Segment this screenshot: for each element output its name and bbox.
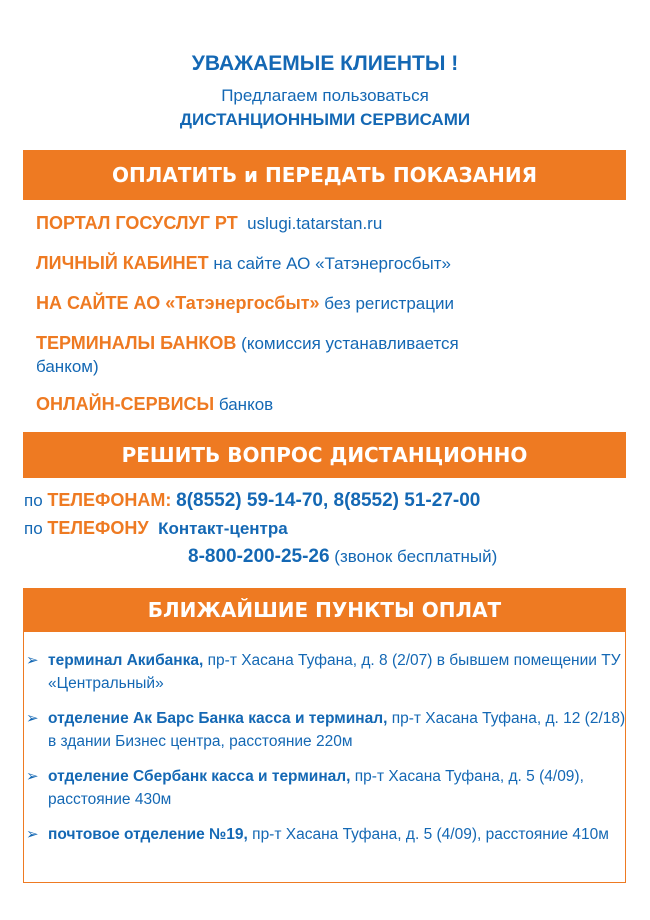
list-item [26, 765, 626, 811]
pay-option-portal [36, 213, 382, 234]
pay-option-text: (комиссия устанавливается [241, 334, 459, 353]
phones-key: ТЕЛЕФОНАМ: [47, 490, 172, 510]
point-name: терминал Акибанка, [48, 652, 204, 669]
list-item [26, 707, 626, 753]
pay-option-text: банков [218, 395, 274, 414]
page-title: УВАЖАЕМЫЕ КЛИЕНТЫ ! [191, 52, 459, 75]
point-address: пр-т Хасана Туфана, д. 12 (2/18) в здании Бизнес центра, расстояние 220м [48, 710, 626, 750]
arrow-bullet-icon: ➢ [26, 652, 39, 669]
pay-option-text: без регистрации [324, 294, 454, 313]
pay-option-key: ПОРТАЛ ГОСУСЛУГ РТ [36, 213, 238, 233]
contact-center-label: Контакт-центра [158, 519, 288, 538]
phone-key: ТЕЛЕФОНУ [47, 518, 149, 538]
pay-option-key: ОНЛАЙН-СЕРВИСЫ [36, 394, 215, 414]
pay-option-key: ЛИЧНЫЙ КАБИНЕТ [36, 253, 209, 273]
arrow-bullet-icon: ➢ [26, 710, 39, 727]
list-item [26, 649, 626, 695]
arrow-bullet-icon: ➢ [26, 768, 39, 785]
phones-numbers[interactable]: 8(8552) 59-14-70, 8(8552) 51-27-00 [176, 490, 481, 511]
point-name: отделение Сбербанк касса и терминал, [48, 768, 351, 785]
point-address: пр-т Хасана Туфана, д. 5 (4/09), расстояние 430м [48, 768, 584, 808]
point-name: отделение Ак Барс Банка касса и терминал, [48, 710, 388, 727]
pay-option-online [36, 394, 273, 415]
pay-option-key: ТЕРМИНАЛЫ БАНКОВ [36, 333, 237, 353]
list-item [26, 823, 626, 846]
phones-prefix: по [24, 491, 43, 510]
section-points-header: БЛИЖАЙШИЕ ПУНКТЫ ОПЛАТ [23, 588, 626, 632]
page-subtitle-bold: ДИСТАНЦИОННЫМИ СЕРВИСАМИ [179, 110, 471, 129]
arrow-bullet-icon: ➢ [26, 826, 39, 843]
pay-option-site [36, 293, 454, 314]
point-address: пр-т Хасана Туфана, д. 8 (2/07) в бывшем помещении ТУ «Центральный» [48, 652, 621, 692]
pay-option-terminals [36, 333, 459, 354]
pay-option-text: на сайте АО «Татэнергосбыт» [213, 254, 451, 273]
page-subtitle: Предлагаем пользоваться [221, 86, 429, 105]
phone-prefix: по [24, 519, 43, 538]
phones-line [24, 490, 480, 512]
hotline-line [188, 546, 497, 568]
pay-option-cabinet [36, 253, 451, 274]
pay-option-key: НА САЙТЕ АО «Татэнергосбыт» [36, 293, 320, 313]
section-remote-header: РЕШИТЬ ВОПРОС ДИСТАНЦИОННО [23, 432, 626, 478]
pay-option-terminals-cont: банком) [36, 357, 99, 376]
section-pay-header: ОПЛАТИТЬ и ПЕРЕДАТЬ ПОКАЗАНИЯ [23, 150, 626, 200]
hotline-number[interactable]: 8-800-200-25-26 [188, 546, 330, 567]
contact-center-line [24, 518, 288, 539]
pay-option-text[interactable]: uslugi.tatarstan.ru [247, 214, 383, 233]
hotline-note: (звонок бесплатный) [334, 547, 498, 566]
point-address: пр-т Хасана Туфана, д. 5 (4/09), расстояние 410м [252, 826, 609, 843]
point-name: почтовое отделение №19, [48, 826, 248, 843]
